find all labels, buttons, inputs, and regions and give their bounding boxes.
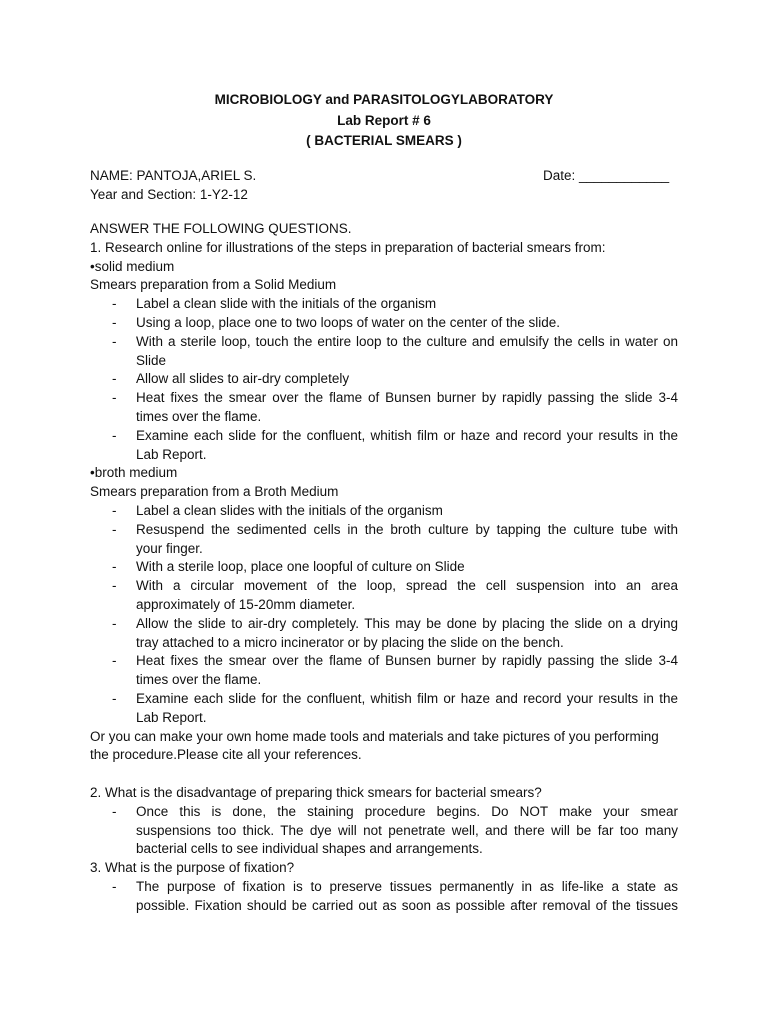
list-item-line: times over the flame. <box>136 672 262 688</box>
dash-marker: - <box>112 502 117 518</box>
list-item-line: Label a clean slide with the initials of the organism <box>136 296 437 312</box>
dash-marker: - <box>112 427 117 443</box>
answer-3-list <box>90 878 678 916</box>
dash-marker: - <box>112 559 117 575</box>
broth-medium-bullet: •broth medium <box>90 465 178 481</box>
question-1: 1. Research online for illustrations of the steps in preparation of bacterial smears from: <box>90 239 606 255</box>
answer-2 <box>90 803 678 859</box>
list-item <box>90 427 678 465</box>
list-item <box>90 370 678 389</box>
list-item <box>90 652 678 690</box>
list-item-line: Allow the slide to air-dry completely. This may be done by placing the slide on a drying <box>136 615 678 631</box>
list-item-line: Slide <box>136 352 167 368</box>
list-item <box>90 558 678 577</box>
solid-steps-list <box>90 295 678 464</box>
answer-2-line: Once this is done, the staining procedure begins. Do NOT make your smear <box>136 803 678 819</box>
dash-marker: - <box>112 371 117 387</box>
report-number: Lab Report # 6 <box>337 112 431 128</box>
list-item <box>90 521 678 559</box>
list-item-line: Examine each slide for the confluent, whitish film or haze and record your results in the <box>136 690 678 706</box>
closing-line-2: the procedure.Please cite all your references. <box>90 747 362 763</box>
answer-3 <box>90 878 678 916</box>
document-header <box>0 90 768 152</box>
question-2: 2. What is the disadvantage of preparing thick smears for bacterial smears? <box>90 784 542 800</box>
list-item-line: With a sterile loop, touch the entire loop to the culture and emulsify the cells in water on <box>136 333 678 349</box>
solid-medium-heading: Smears preparation from a Solid Medium <box>90 277 337 293</box>
document-body <box>90 220 678 915</box>
list-item-line: Label a clean slides with the initials of the organism <box>136 502 443 518</box>
date-field: Date: ____________ <box>543 168 670 183</box>
dash-marker: - <box>112 390 117 406</box>
list-item-line: Using a loop, place one to two loops of water on the center of the slide. <box>136 314 561 330</box>
list-item <box>90 690 678 728</box>
dash-marker: - <box>112 333 117 349</box>
list-item <box>90 333 678 371</box>
question-3: 3. What is the purpose of fixation? <box>90 860 295 876</box>
answer-2-list <box>90 803 678 859</box>
list-item-line: Allow all slides to air-dry completely <box>136 371 350 387</box>
dash-marker: - <box>112 314 117 330</box>
list-item <box>90 502 678 521</box>
list-item-line: Heat fixes the smear over the flame of Bunsen burner by rapidly passing the slide 3-4 <box>136 390 678 406</box>
answer-3-line: The purpose of fixation is to preserve tissues permanently in as life-like a state as <box>136 878 678 894</box>
answer-2-line: bacterial cells to see individual shapes and arrangements. <box>136 841 483 857</box>
dash-marker: - <box>112 690 117 706</box>
closing-line-1: Or you can make your own home made tools and materials and take pictures of you performing <box>90 728 659 744</box>
broth-medium-heading: Smears preparation from a Broth Medium <box>90 484 339 500</box>
list-item-line: Examine each slide for the confluent, whitish film or haze and record your results in the <box>136 427 678 443</box>
answer-3-line: possible. Fixation should be carried out as soon as possible after removal of the tissues <box>136 897 678 913</box>
list-item-line: With a circular movement of the loop, spread the cell suspension into an area <box>136 578 678 594</box>
dash-marker: - <box>112 653 117 669</box>
student-name: NAME: PANTOJA,ARIEL S. <box>90 168 257 183</box>
list-item-line: Heat fixes the smear over the flame of Bunsen burner by rapidly passing the slide 3-4 <box>136 653 678 669</box>
dash-marker: - <box>112 615 117 631</box>
list-item-line: With a sterile loop, place one loopful of culture on Slide <box>136 559 465 575</box>
list-item-line: approximately of 15-20mm diameter. <box>136 596 356 612</box>
list-item <box>90 295 678 314</box>
dash-marker: - <box>112 296 117 312</box>
dash-marker: - <box>112 578 117 594</box>
dash-marker: - <box>112 803 117 819</box>
report-topic: ( BACTERIAL SMEARS ) <box>306 133 462 148</box>
list-item <box>90 314 678 333</box>
instruction-heading: ANSWER THE FOLLOWING QUESTIONS. <box>90 221 352 236</box>
list-item-line: Lab Report. <box>136 709 207 725</box>
course-title: MICROBIOLOGY and PARASITOLOGYLABORATORY <box>214 92 554 107</box>
list-item-line: tray attached to a micro incinerator or by placing the slide on the bench. <box>136 634 564 650</box>
year-section: Year and Section: 1-Y2-12 <box>90 187 248 202</box>
list-item-line: Lab Report. <box>136 446 207 462</box>
list-item-line: your finger. <box>136 540 203 556</box>
list-item <box>90 615 678 653</box>
list-item <box>90 577 678 615</box>
list-item-line: times over the flame. <box>136 408 262 424</box>
spacer <box>90 765 678 784</box>
dash-marker: - <box>112 521 117 537</box>
dash-marker: - <box>112 878 117 894</box>
solid-medium-bullet: •solid medium <box>90 258 175 274</box>
answer-2-line: suspensions too thick. The dye will not penetrate well, and there will be far too many <box>136 822 678 838</box>
list-item <box>90 389 678 427</box>
list-item-line: Resuspend the sedimented cells in the broth culture by tapping the culture tube with <box>136 521 678 537</box>
broth-steps-list <box>90 502 678 728</box>
